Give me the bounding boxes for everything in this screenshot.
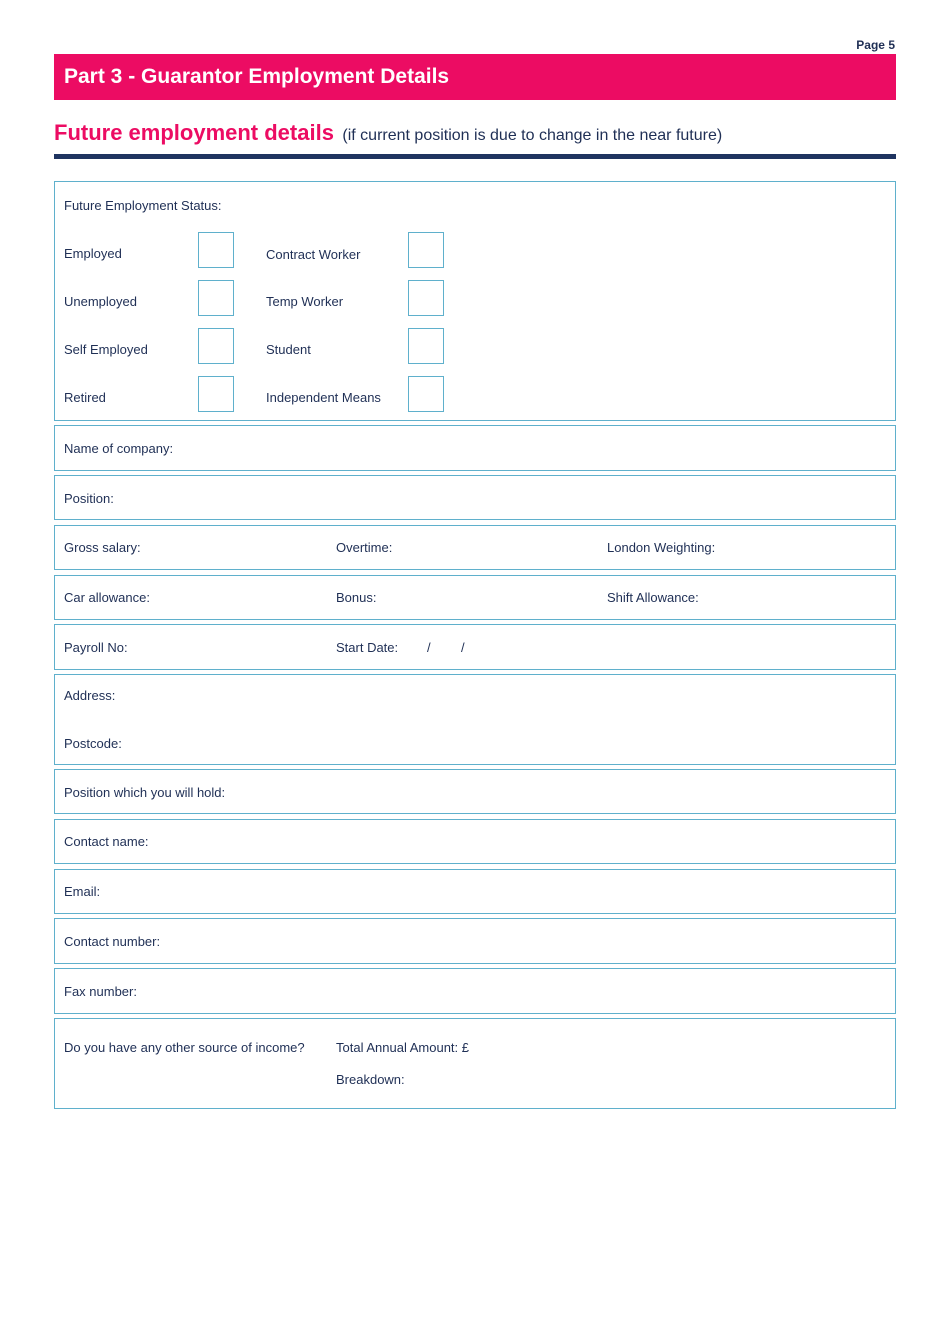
total-annual-amount-label: Total Annual Amount: £ [336, 1040, 469, 1055]
gross-salary-label: Gross salary: [64, 540, 141, 555]
option-independent-means-label: Independent Means [266, 390, 381, 405]
option-contract-worker-label: Contract Worker [266, 247, 361, 262]
payroll-no-label: Payroll No: [64, 640, 128, 655]
section-subtitle: (if current position is due to change in the near future) [342, 127, 723, 144]
address-label: Address: [64, 688, 116, 703]
position-label: Position: [64, 491, 114, 506]
part-title-banner [54, 54, 896, 100]
company-name-field[interactable] [54, 425, 896, 471]
position-field[interactable] [54, 475, 896, 520]
section-heading [54, 120, 896, 146]
date-separator: / [461, 640, 465, 655]
checkbox-temp-worker[interactable] [408, 280, 444, 316]
section-divider [54, 154, 896, 159]
company-name-label: Name of company: [64, 441, 174, 456]
contact-name-field[interactable] [54, 819, 896, 864]
checkbox-employed[interactable] [198, 232, 234, 268]
allowance-row[interactable] [54, 575, 896, 620]
checkbox-independent-means[interactable] [408, 376, 444, 412]
section-title: Future employment details [54, 120, 334, 145]
checkbox-unemployed[interactable] [198, 280, 234, 316]
email-field[interactable] [54, 869, 896, 914]
other-income-field[interactable] [54, 1018, 896, 1109]
contact-number-label: Contact number: [64, 934, 161, 949]
employment-status-box [54, 181, 896, 421]
option-unemployed-label: Unemployed [64, 294, 137, 309]
salary-row[interactable] [54, 525, 896, 570]
checkbox-student[interactable] [408, 328, 444, 364]
shift-allowance-label: Shift Allowance: [607, 590, 699, 605]
employment-status-label: Future Employment Status: [64, 198, 222, 213]
london-weighting-label: London Weighting: [607, 540, 716, 555]
address-field[interactable] [54, 674, 896, 765]
option-student-label: Student [266, 342, 311, 357]
position-hold-label: Position which you will hold: [64, 785, 226, 800]
other-income-label: Do you have any other source of income? [64, 1040, 305, 1055]
option-retired-label: Retired [64, 390, 106, 405]
option-temp-worker-label: Temp Worker [266, 294, 344, 309]
payroll-row[interactable] [54, 624, 896, 670]
option-employed-label: Employed [64, 246, 122, 261]
postcode-label: Postcode: [64, 736, 122, 751]
position-hold-field[interactable] [54, 769, 896, 814]
email-label: Email: [64, 884, 101, 899]
contact-name-label: Contact name: [64, 834, 149, 849]
page-number: Page 5 [856, 38, 895, 52]
start-date-label: Start Date: [336, 640, 399, 655]
option-self-employed-label: Self Employed [64, 342, 148, 357]
checkbox-self-employed[interactable] [198, 328, 234, 364]
fax-number-label: Fax number: [64, 984, 137, 999]
contact-number-field[interactable] [54, 918, 896, 964]
bonus-label: Bonus: [336, 590, 377, 605]
overtime-label: Overtime: [336, 540, 393, 555]
part-title: Part 3 - Guarantor Employment Details [64, 65, 450, 88]
fax-number-field[interactable] [54, 968, 896, 1014]
car-allowance-label: Car allowance: [64, 590, 150, 605]
breakdown-label: Breakdown: [336, 1072, 405, 1087]
checkbox-contract-worker[interactable] [408, 232, 444, 268]
checkbox-retired[interactable] [198, 376, 234, 412]
date-separator: / [427, 640, 431, 655]
